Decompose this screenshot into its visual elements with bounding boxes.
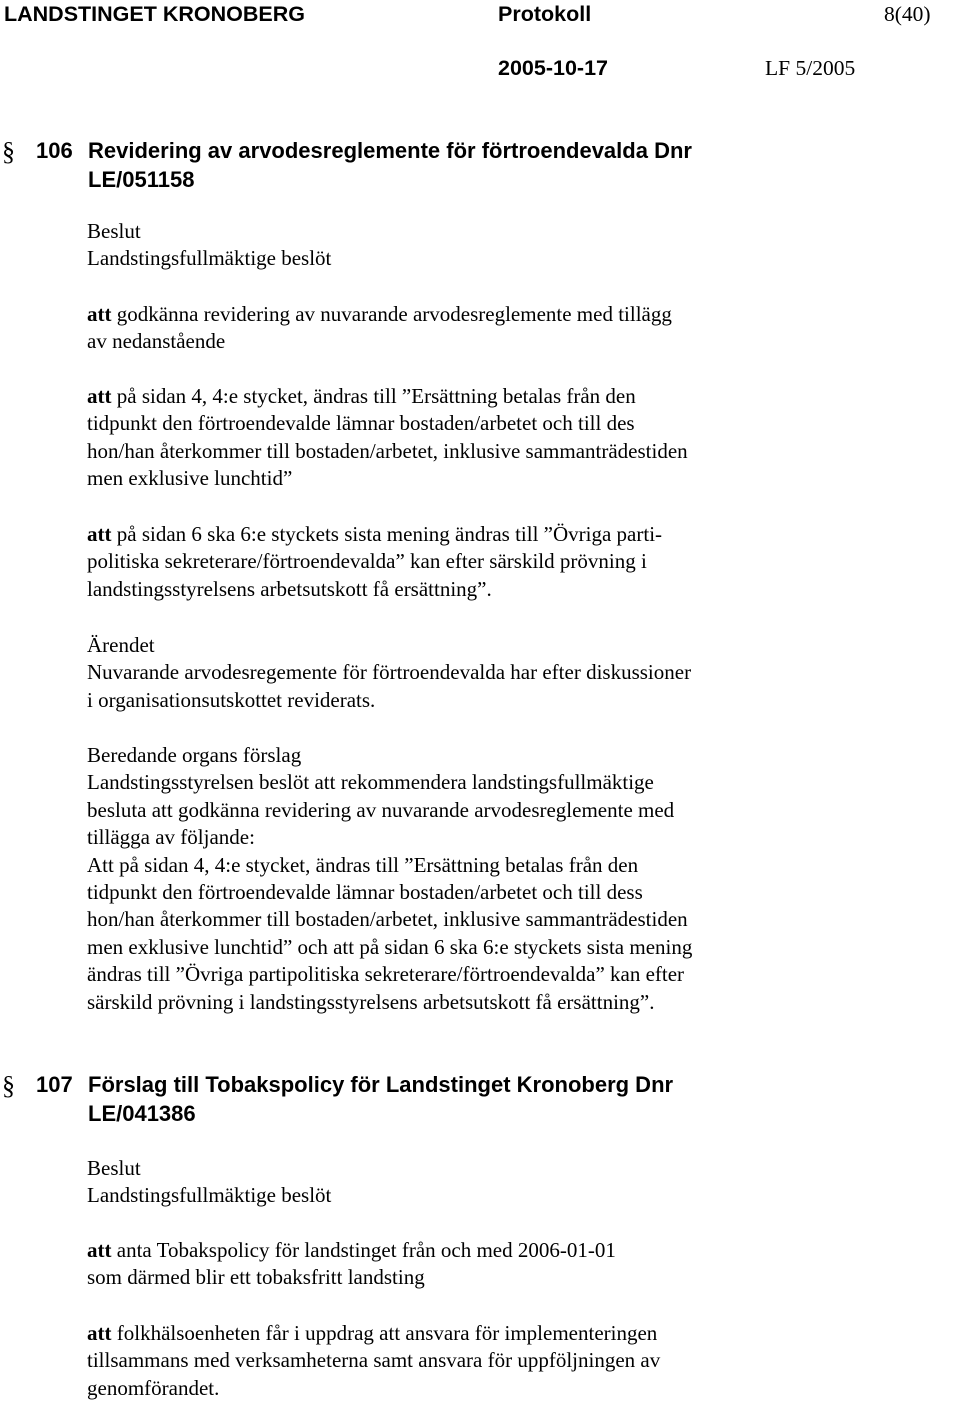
beslut-heading: Beslut [87,219,141,243]
arendet-block: Ärendet Nuvarande arvodesregemente för förtroendevalda har efter diskussioner i organisationsutskottet reviderats. [87,632,807,714]
section-number: 107 [36,1072,73,1097]
section-symbol: § [2,1071,15,1100]
att-keyword: att [87,522,112,546]
beslut-text: Landstingsfullmäktige beslöt [87,246,332,271]
beslut-block [87,218,807,273]
att-clause: att på sidan 4, 4:e stycket, ändras till ”Ersättning betalas från den tidpunkt den förtroendevalde lämnar bostaden/arbetet och till des hon/han återkommer till bostaden/arbetet, inklusive sammanträdestiden men exklusive lunchtid” [87,384,688,491]
section-symbol: § [2,137,15,166]
arendet-heading: Ärendet [87,633,155,657]
att-keyword: att [87,1238,112,1262]
section-title: Revidering av arvodesreglemente för förtroendevalda Dnr LE/051158 [88,138,692,192]
att-keyword: att [87,384,112,408]
att-clause: att folkhälsoenheten får i uppdrag att ansvara för implementeringen tillsammans med verksamheterna samt ansvara för uppföljningen av genomförandet. [87,1321,661,1400]
att-clause: att godkänna revidering av nuvarande arvodesreglemente med tillägg av nedanstående [87,302,672,354]
document-type: Protokoll [498,2,592,26]
beredande-block: Beredande organs förslag Landstingsstyrelsen beslöt att rekommendera landstingsfullmäktige besluta att godkänna revidering av nuvarande arvodesreglemente med tillägga av följande: Att på sidan 4, 4:e stycket, ändras till ”Ersättning betalas från den tidpunkt den förtroendevalde lämnar bostaden/arbetet och till dess hon/han återkommer till bostaden/arbetet, inklusive sammanträdestiden men exklusive lunchtid” och att på sidan 6 ska 6:e styckets sista mening ändras till ”Övriga partipolitiska sekreterare/förtroendevalda” kan efter särskild prövning i landstingsstyrelsens arbetsutskott få ersättning”. [87,742,807,1016]
att-clause: att anta Tobakspolicy för landstinget från och med 2006-01-01 som därmed blir ett tobaksfritt landsting [87,1238,616,1290]
att-keyword: att [87,1321,112,1345]
organization-name: LANDSTINGET KRONOBERG [4,2,305,26]
beslut-block [87,1155,807,1210]
beslut-text: Landstingsfullmäktige beslöt [87,1183,332,1208]
att-clause: att på sidan 6 ska 6:e styckets sista mening ändras till ”Övriga parti- politiska sekreterare/förtroendevalda” kan efter särskild prövning i landstingsstyrelsens arbetsutskott få ersättning”. [87,522,663,601]
section-title: Förslag till Tobakspolicy för Landstinget Kronoberg Dnr LE/041386 [88,1072,674,1126]
section-number: 106 [36,138,73,163]
meeting-date: 2005-10-17 [498,56,608,80]
page-number: 8(40) [884,2,931,26]
beredande-heading: Beredande organs förslag [87,743,302,767]
beslut-heading: Beslut [87,1156,141,1180]
protocol-reference: LF 5/2005 [765,56,856,80]
att-keyword: att [87,302,112,326]
